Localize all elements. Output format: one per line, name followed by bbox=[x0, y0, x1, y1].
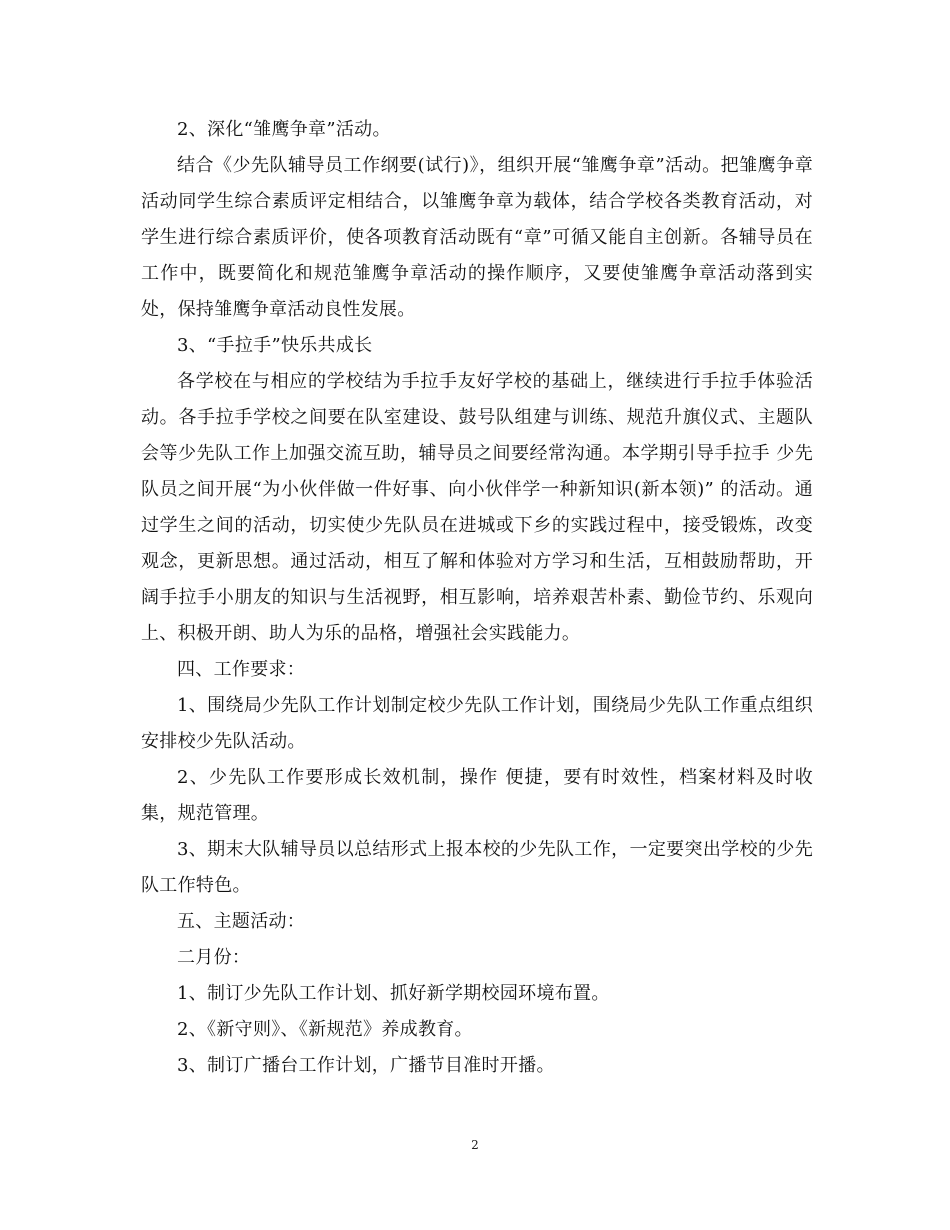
requirement-item-2: 2、少先队工作要形成长效机制，操作 便捷，要有时效性，档案材料及时收集，规范管理。 bbox=[141, 767, 813, 824]
february-item-2: 2、《新守则》、《新规范》养成教育。 bbox=[177, 1019, 473, 1040]
february-item-1: 1、制订少先队工作计划、抓好新学期校园环境布置。 bbox=[177, 983, 610, 1004]
february-item-3: 3、制订广播台工作计划，广播节目准时开播。 bbox=[177, 1055, 555, 1076]
heading-work-requirements: 四、工作要求： bbox=[177, 659, 306, 680]
heading-theme-activities: 五、主题活动： bbox=[177, 911, 306, 932]
requirement-item-1: 1、围绕局少先队工作计划制定校少先队工作计划，围绕局少先队工作重点组织安排校少先队活动。 bbox=[141, 695, 813, 752]
paragraph-eagle-badge: 结合《少先队辅导员工作纲要(试行)》，组织开展“雏鹰争章”活动。把雏鹰争章活动同学生综合素质评定相结合，以雏鹰争章为载体，结合学校各类教育活动，对学生进行综合素质评价，使各项教育活动既有“章”可循又能自主创新。各辅导员在工作中，既要简化和规范雏鹰争章活动的操作顺序，又要使雏鹰争章活动落到实处，保持雏鹰争章活动良性发展。 bbox=[141, 155, 813, 320]
heading-eagle-badge: 2、深化“雏鹰争章”活动。 bbox=[177, 119, 391, 140]
page-number: 2 bbox=[471, 1138, 479, 1152]
requirement-item-3: 3、期末大队辅导员以总结形式上报本校的少先队工作，一定要突出学校的少先队工作特色。 bbox=[141, 839, 813, 896]
heading-hand-in-hand: 3、“手拉手”快乐共成长 bbox=[177, 335, 373, 356]
heading-february: 二月份： bbox=[177, 947, 251, 968]
paragraph-hand-in-hand: 各学校在与相应的学校结为手拉手友好学校的基础上，继续进行手拉手体验活动。各手拉手学校之间要在队室建设、鼓号队组建与训练、规范升旗仪式、主题队会等少先队工作上加强交流互助，辅导员之间要经常沟通。本学期引导手拉手 少先队员之间开展“为小伙伴做一件好事、向小伙伴学一种新知识(新本领)” 的活动。通过学生之间的活动，切实使少先队员在进城或下乡的实践过程中，接受锻炼，改变观念，更新思想。通过活动，相互了解和体验对方学习和生活，互相鼓励帮助，开阔手拉手小朋友的知识与生活视野，相互影响，培养艰苦朴素、勤俭节约、乐观向上、积极开朗、助人为乐的品格，增强社会实践能力。 bbox=[141, 371, 813, 644]
page-content bbox=[141, 112, 813, 1084]
